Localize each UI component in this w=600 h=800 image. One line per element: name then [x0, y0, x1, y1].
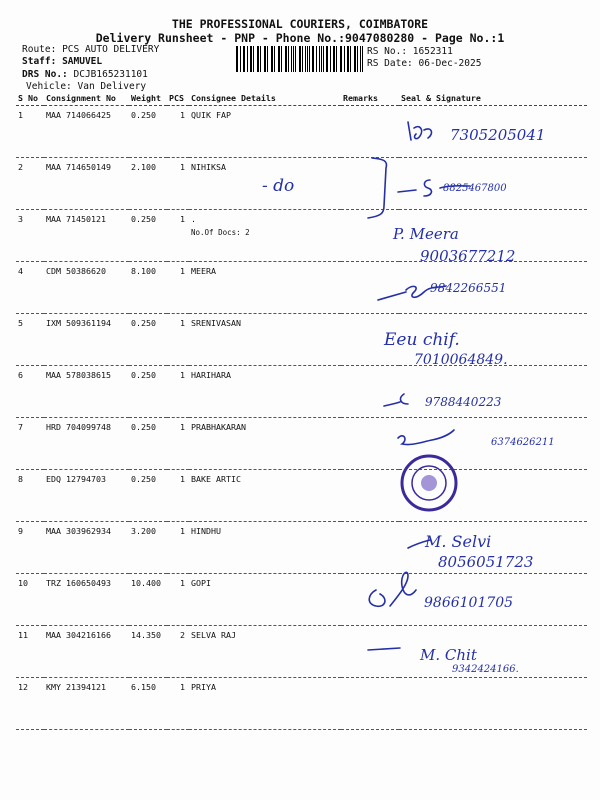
sno-cell: 6 [16, 366, 44, 418]
signature-stroke [398, 430, 454, 445]
consignment-cell: KMY 21394121 [44, 678, 129, 730]
handwritten-phone: 9788440223 [425, 395, 502, 409]
sno-cell: 2 [16, 158, 44, 210]
pcs-cell: 2 [167, 626, 189, 678]
drs-label: DRS No.: [22, 69, 68, 80]
weight-cell: 3.200 [129, 522, 167, 574]
pcs-cell: 1 [167, 262, 189, 314]
rs-no-label: RS No.: [367, 46, 408, 57]
seal-stamp [402, 456, 456, 510]
handwritten-phone: 9342424166. [452, 664, 519, 675]
rs-date-label: RS Date: [367, 58, 413, 69]
sno-cell: 9 [16, 522, 44, 574]
consignee-cell: HARIHARA [189, 366, 341, 418]
weight-cell: 2.100 [129, 158, 167, 210]
handwritten-name: Eeu chif. [384, 330, 460, 350]
drs-value: DCJB165231101 [73, 69, 148, 80]
consignment-cell: CDM 50386620 [44, 262, 129, 314]
pcs-cell: 1 [167, 366, 189, 418]
handwritten-phone: 8056051723 [438, 553, 534, 571]
staff-label: Staff: [22, 56, 57, 67]
staff-value: SAMUVEL [62, 56, 103, 67]
weight-cell: 0.250 [129, 314, 167, 366]
consignee-value: . [191, 214, 196, 224]
weight-cell: 0.250 [129, 470, 167, 522]
consignee-cell: HINDHU [189, 522, 341, 574]
col-sno: S No [16, 92, 44, 106]
col-remarks: Remarks [341, 92, 399, 106]
bracket-mark [368, 158, 386, 218]
consignment-cell: MAA 303962934 [44, 522, 129, 574]
runsheet-subtitle: Delivery Runsheet - PNP - Phone No.:9047080280 - Page No.:1 [95, 31, 505, 45]
signature-stroke [368, 648, 400, 650]
sno-cell: 1 [16, 106, 44, 158]
consignee-cell: SELVA RAJ [189, 626, 341, 678]
pcs-cell: 1 [167, 106, 189, 158]
consignment-cell: MAA 578038615 [44, 366, 129, 418]
handwritten-phone: 9866101705 [424, 595, 514, 611]
signature-stroke [369, 572, 416, 606]
pcs-cell: 1 [167, 574, 189, 626]
pcs-cell: 1 [167, 210, 189, 262]
pcs-cell: 1 [167, 522, 189, 574]
col-consignment: Consignment No [44, 92, 129, 106]
col-pcs: PCS [167, 92, 189, 106]
handwritten-phone: 7010064849. [414, 352, 508, 368]
handwritten-ditto: - do [262, 176, 295, 196]
route-label: Route: [22, 44, 57, 55]
handwritten-phone: 8825467800 [443, 183, 507, 194]
signature-stroke [408, 122, 431, 140]
sno-cell: 3 [16, 210, 44, 262]
handwritten-phone: 9003677212 [420, 247, 516, 265]
weight-cell: 14.350 [129, 626, 167, 678]
rs-no-value: 1652311 [412, 46, 453, 57]
handwritten-name: M. Chit [420, 646, 477, 664]
weight-cell: 0.250 [129, 210, 167, 262]
docs-note: No.Of Docs: 2 [191, 228, 250, 237]
pcs-cell: 1 [167, 314, 189, 366]
consignee-cell: NIHIKSA [189, 158, 341, 210]
consignee-cell: MEERA [189, 262, 341, 314]
sno-cell: 5 [16, 314, 44, 366]
route-value: PCS AUTO DELIVERY [62, 44, 160, 55]
weight-cell: 0.250 [129, 106, 167, 158]
col-weight: Weight [129, 92, 167, 106]
company-title: THE PROFESSIONAL COURIERS, COIMBATORE [171, 17, 429, 31]
consignee-cell: BAKE ARTIC [189, 470, 341, 522]
pcs-cell: 1 [167, 158, 189, 210]
consignment-cell: MAA 714066425 [44, 106, 129, 158]
col-signature: Seal & Signature [399, 92, 587, 106]
weight-cell: 0.250 [129, 366, 167, 418]
weight-cell: 10.400 [129, 574, 167, 626]
consignment-cell: MAA 714650149 [44, 158, 129, 210]
consignment-cell: IXM 509361194 [44, 314, 129, 366]
handwritten-phone: 7305205041 [450, 126, 546, 144]
handwritten-phone: 6374626211 [491, 437, 555, 448]
consignee-cell: GOPI [189, 574, 341, 626]
sno-cell: 10 [16, 574, 44, 626]
sno-cell: 7 [16, 418, 44, 470]
consignment-cell: MAA 71450121 [44, 210, 129, 262]
consignment-cell: TRZ 160650493 [44, 574, 129, 626]
handwritten-name: P. Meera [393, 225, 459, 243]
consignment-cell: EDQ 12794703 [44, 470, 129, 522]
consignee-cell: QUIK FAP [189, 106, 341, 158]
col-consignee: Consignee Details [189, 92, 341, 106]
sno-cell: 11 [16, 626, 44, 678]
weight-cell: 8.100 [129, 262, 167, 314]
vehicle-value: Van Delivery [77, 81, 147, 92]
rs-date-value: 06-Dec-2025 [418, 58, 482, 69]
consignee-cell: PRIYA [189, 678, 341, 730]
handwritten-phone: 9842266551 [430, 281, 507, 295]
signature-stroke [384, 394, 408, 406]
pcs-cell: 1 [167, 418, 189, 470]
vehicle-label: Vehicle: [26, 81, 72, 92]
pcs-cell: 1 [167, 678, 189, 730]
handwritten-name: M. Selvi [425, 532, 492, 551]
sno-cell: 8 [16, 470, 44, 522]
consignment-cell: MAA 304216166 [44, 626, 129, 678]
sno-cell: 12 [16, 678, 44, 730]
pcs-cell: 1 [167, 470, 189, 522]
consignee-cell: SRENIVASAN [189, 314, 341, 366]
consignment-cell: HRD 704099748 [44, 418, 129, 470]
weight-cell: 6.150 [129, 678, 167, 730]
sno-cell: 4 [16, 262, 44, 314]
consignee-cell: PRABHAKARAN [189, 418, 341, 470]
weight-cell: 0.250 [129, 418, 167, 470]
